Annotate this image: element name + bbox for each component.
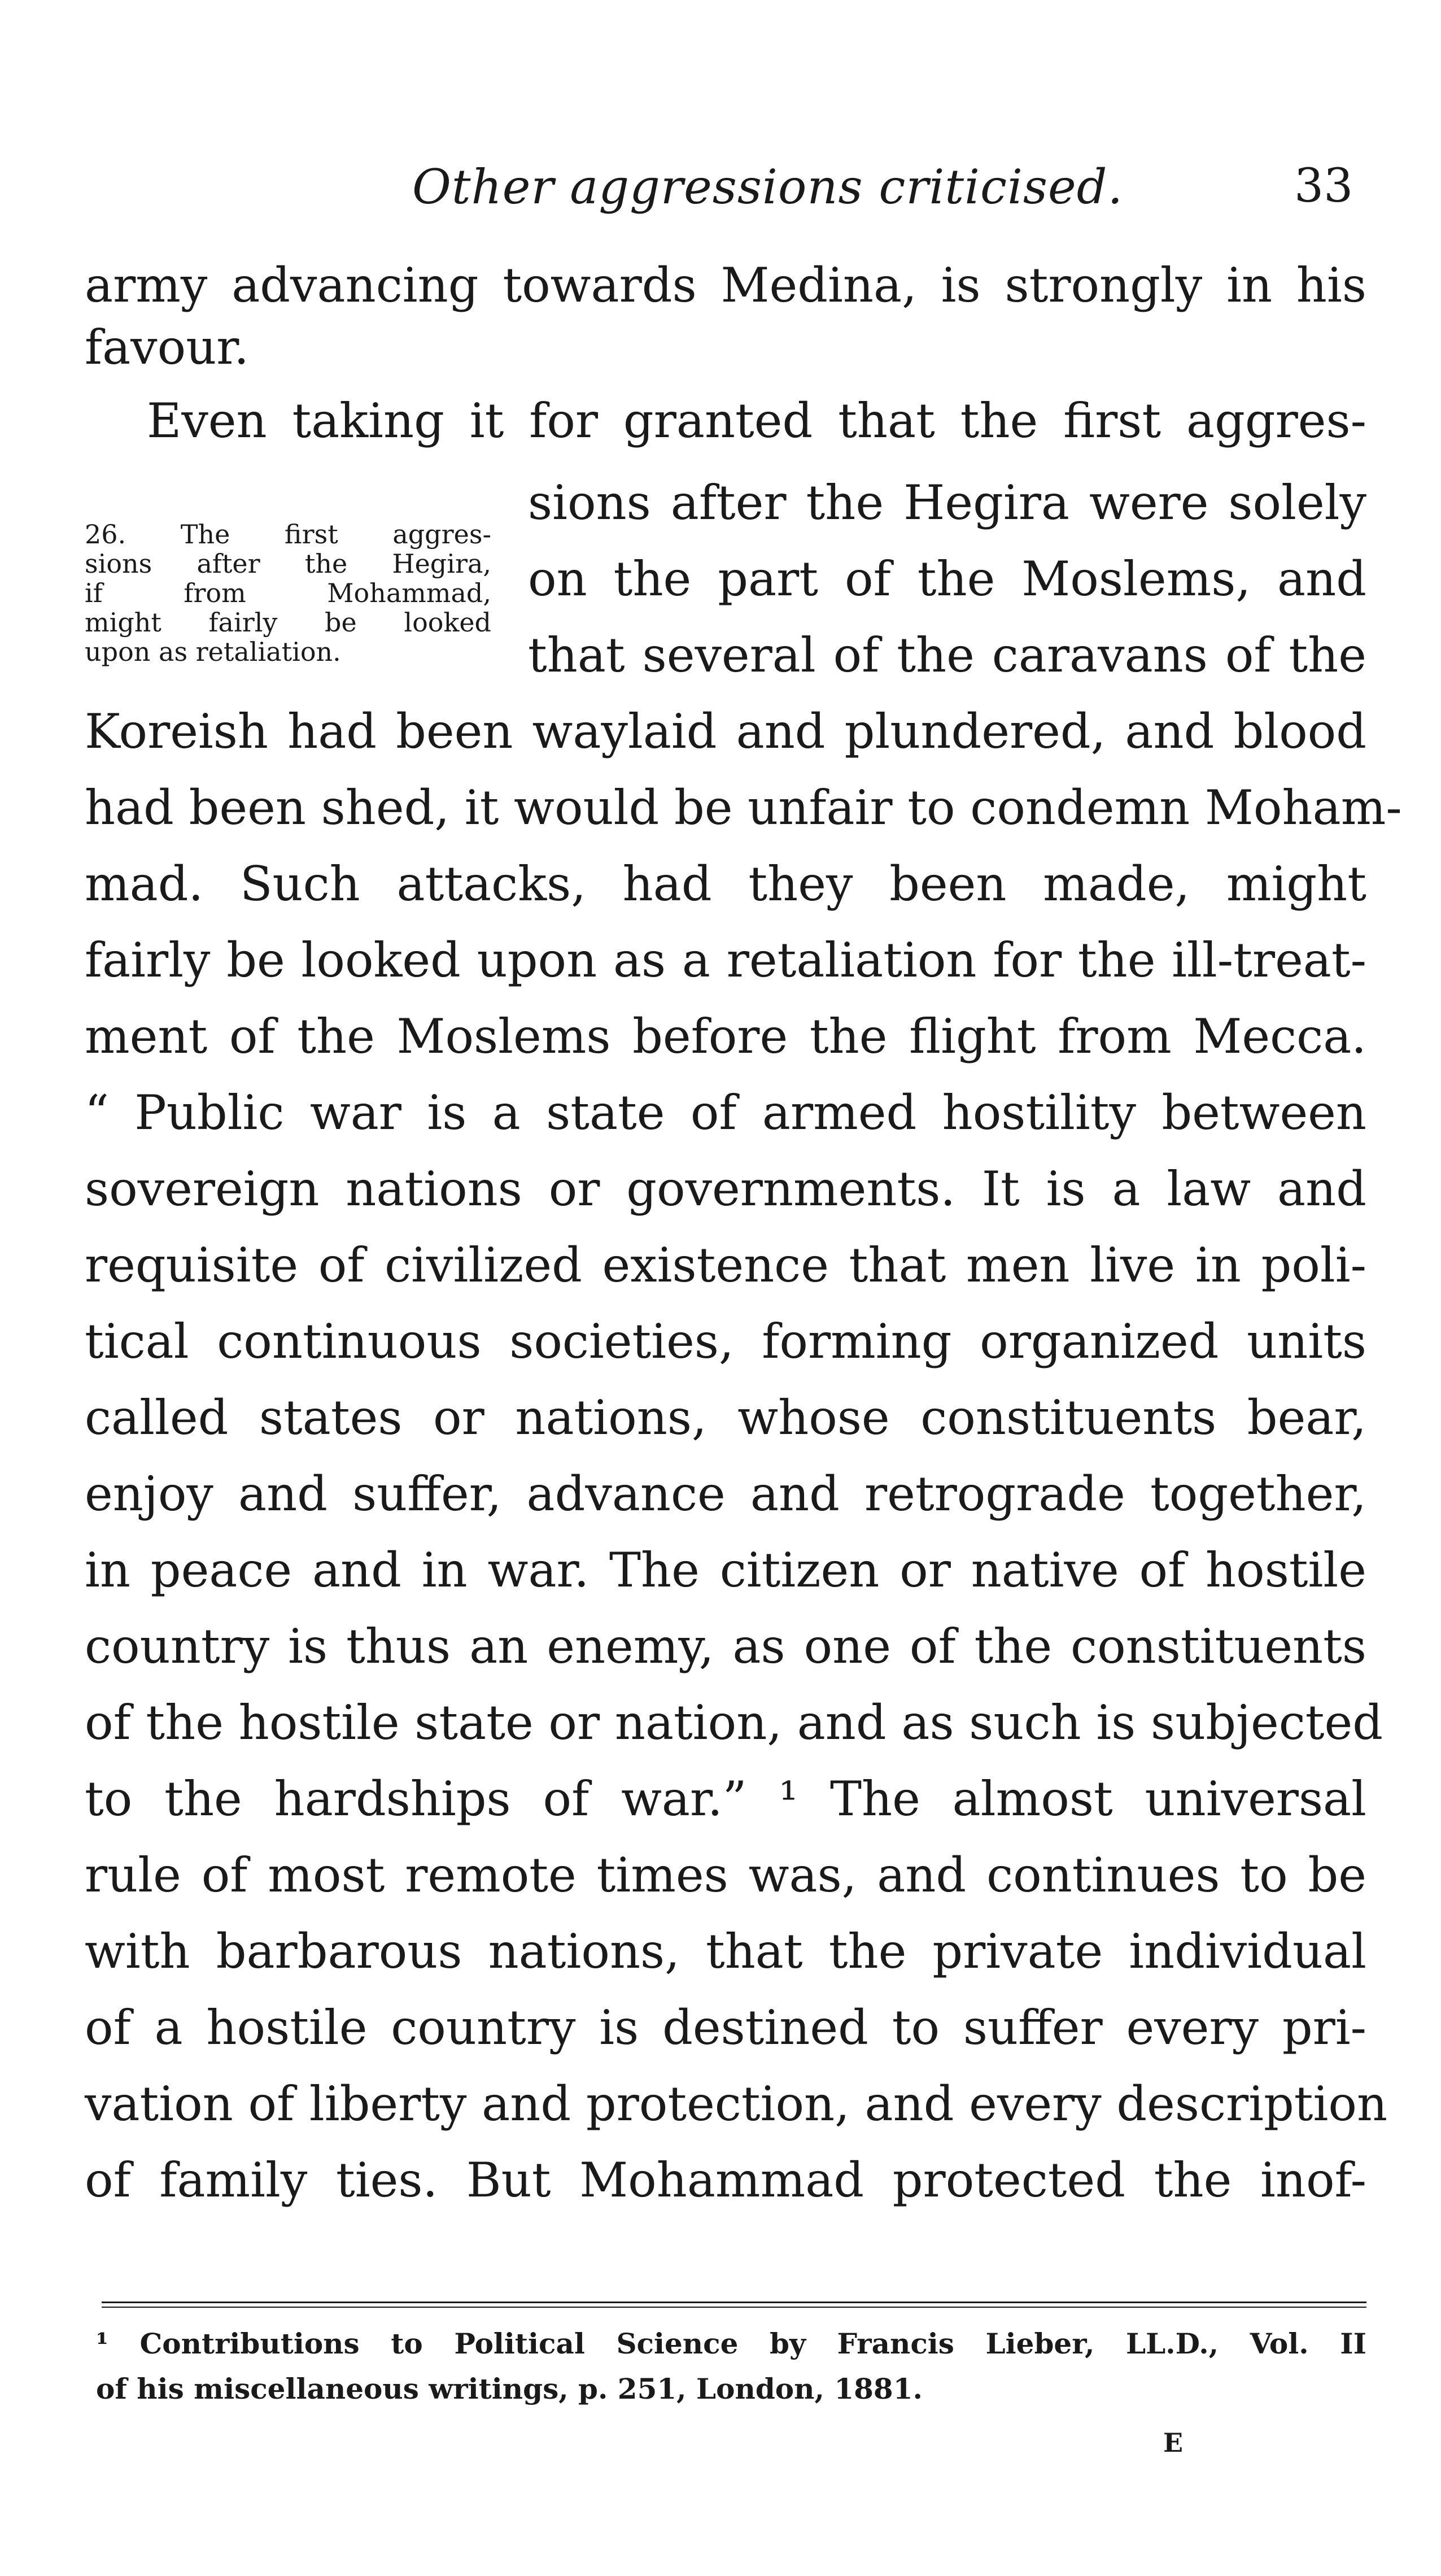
body-line: had been shed, it would be unfair to condemn Moham- (85, 780, 1402, 835)
body-line: called states or nations, whose constituents bear, (85, 1390, 1366, 1445)
body-line: sions after the Hegira were solely (528, 475, 1366, 530)
sidenote-line: sions after the Hegira, (85, 548, 491, 579)
body-line: favour. (85, 320, 249, 375)
page-number: 33 (1294, 159, 1353, 213)
body-line: in peace and in war. The citizen or native of hostile (85, 1542, 1366, 1598)
body-line: that several of the caravans of the (528, 627, 1366, 683)
running-title: Other aggressions criticised. (412, 159, 1124, 215)
body-line: Koreish had been waylaid and plundered, and blood (85, 704, 1366, 759)
body-line: rule of most remote times was, and continues to be (85, 1847, 1366, 1903)
body-line: enjoy and suffer, advance and retrograde together, (85, 1466, 1366, 1522)
body-line: with barbarous nations, that the private individual (85, 1924, 1366, 1979)
body-line: to the hardships of war.” ¹ The almost universal (85, 1771, 1366, 1827)
body-line: of the hostile state or nation, and as such is subjected (85, 1695, 1383, 1750)
body-line: vation of liberty and protection, and every description (85, 2076, 1388, 2132)
footnote-rule (102, 2302, 1366, 2308)
marginal-sidenote (85, 520, 491, 666)
body-line: army advancing towards Medina, is strongly in his (85, 258, 1366, 313)
body-line: of a hostile country is destined to suffer every pri- (85, 2000, 1366, 2055)
body-line: Even taking it for granted that the first aggres- (147, 393, 1366, 448)
footnote-line: of his miscellaneous writings, p. 251, London, 1881. (96, 2372, 923, 2405)
body-line: fairly be looked upon as a retaliation for the ill-treat- (85, 932, 1366, 988)
signature-mark: E (1163, 2427, 1184, 2458)
body-line: requisite of civilized existence that men live in poli- (85, 1237, 1366, 1293)
body-line: “ Public war is a state of armed hostility between (85, 1085, 1366, 1140)
running-head (0, 159, 1441, 221)
body-line: mad. Such attacks, had they been made, might (85, 856, 1366, 912)
body-line: sovereign nations or governments. It is a law and (85, 1161, 1366, 1217)
sidenote-line: might fairly be looked (85, 607, 491, 638)
body-line: country is thus an enemy, as one of the constituents (85, 1619, 1366, 1674)
sidenote-line: 26. The first aggres- (85, 519, 491, 550)
sidenote-line: upon as retaliation. (85, 637, 341, 667)
body-line: on the part of the Moslems, and (528, 551, 1366, 607)
body-line: of family ties. But Mohammad protected the inof- (85, 2152, 1366, 2208)
body-line: tical continuous societies, forming organized units (85, 1314, 1366, 1369)
body-line: ment of the Moslems before the flight from Mecca. (85, 1009, 1366, 1064)
sidenote-line: if from Mohammad, (85, 578, 491, 608)
footnote-line: ¹ Contributions to Political Science by Francis Lieber, LL.D., Vol. II (96, 2327, 1366, 2360)
